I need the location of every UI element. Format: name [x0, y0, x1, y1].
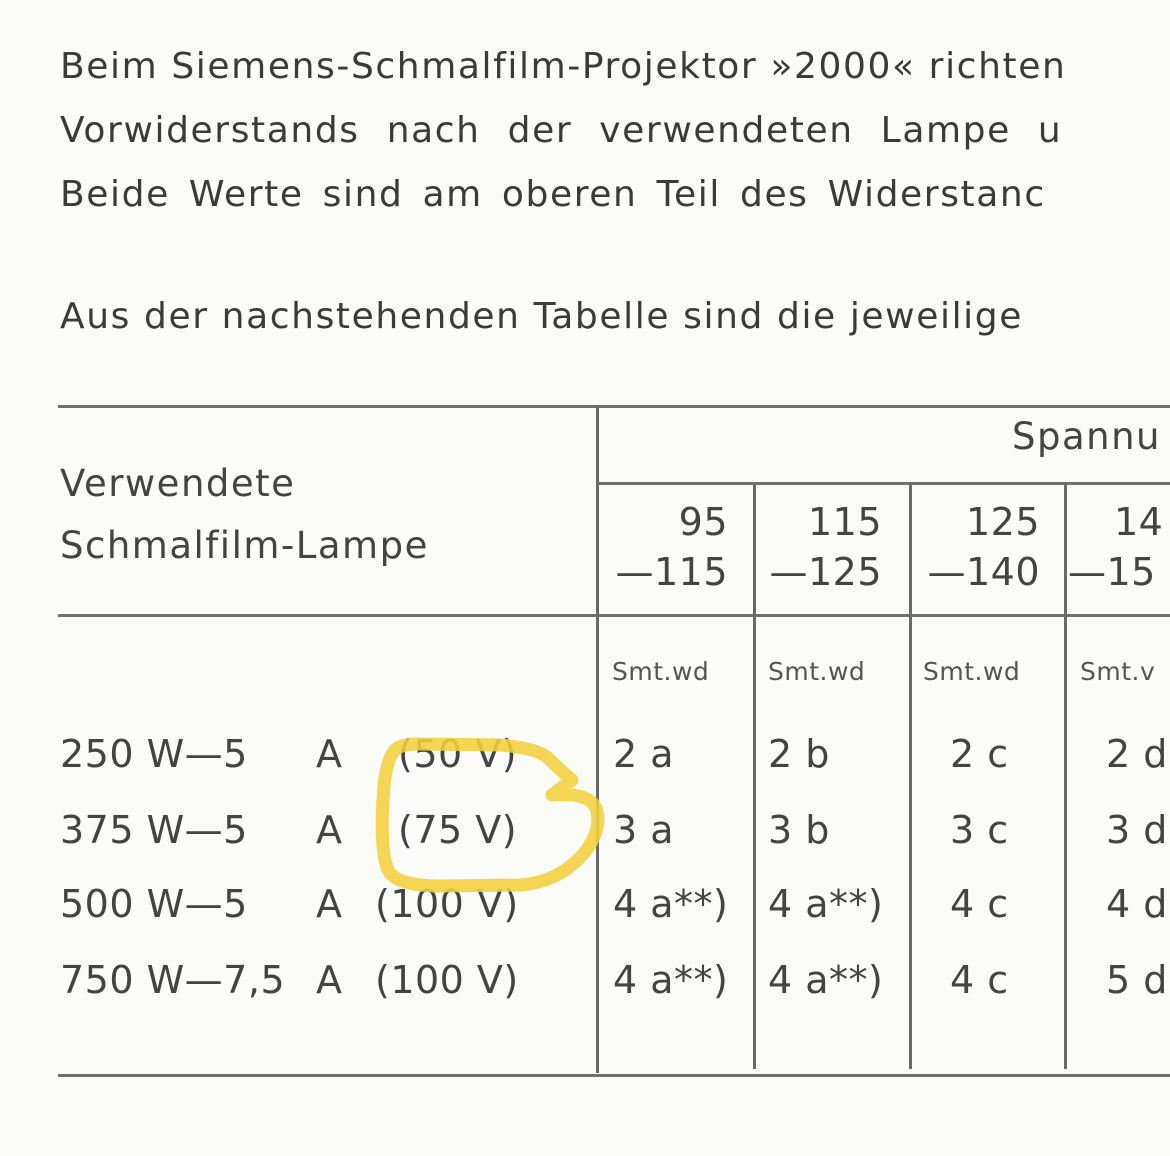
row-1-value-3: 2 c — [950, 732, 1009, 776]
voltage-col-2-to: —125 — [769, 550, 882, 594]
row-4-value-1: 4 a**) — [613, 958, 729, 1002]
voltage-col-4-from: 14 — [1114, 500, 1164, 544]
lamp-header-line-1: Verwendete — [60, 462, 296, 505]
row-3-watt: 500 W—5 — [60, 882, 248, 926]
row-2-amp: A — [316, 808, 343, 852]
row-2-value-2: 3 b — [768, 808, 830, 852]
row-3-value-1: 4 a**) — [613, 882, 729, 926]
row-3-amp: A — [316, 882, 343, 926]
row-1-watt: 250 W—5 — [60, 732, 248, 776]
paragraph-line-4: Aus der nachstehenden Tabelle sind die jeweilige — [60, 296, 1023, 337]
paragraph-line-2: Vorwiderstands nach der verwendeten Lampe u — [60, 110, 1063, 151]
row-3-value-4: 4 d — [1106, 882, 1168, 926]
highlight-stroke — [382, 744, 598, 886]
row-2-value-4: 3 d — [1106, 808, 1168, 852]
voltage-col-1-from: 95 — [678, 500, 728, 544]
voltage-col-2-from: 115 — [807, 500, 882, 544]
voltage-col-3-from: 125 — [965, 500, 1040, 544]
row-4-value-2: 4 a**) — [768, 958, 884, 1002]
unit-label-3: Smt.wd — [923, 657, 1021, 686]
row-2-value-1: 3 a — [613, 808, 675, 852]
row-3-volt: (100 V) — [375, 882, 519, 926]
voltage-group-header: Spannu — [1012, 415, 1161, 458]
unit-label-2: Smt.wd — [768, 657, 866, 686]
lamp-header-line-2: Schmalfilm-Lampe — [60, 524, 429, 567]
paragraph-line-1: Beim Siemens-Schmalfilm-Projektor »2000« richten — [60, 46, 1067, 87]
row-1-value-1: 2 a — [613, 732, 675, 776]
row-4-amp: A — [316, 958, 343, 1002]
voltage-col-3-to: —140 — [927, 550, 1040, 594]
row-1-amp: A — [316, 732, 343, 776]
paragraph-line-3: Beide Werte sind am oberen Teil des Widerstanc — [60, 174, 1046, 215]
row-4-volt: (100 V) — [375, 958, 519, 1002]
row-4-value-3: 4 c — [950, 958, 1009, 1002]
unit-label-1: Smt.wd — [612, 657, 710, 686]
voltage-col-4-to: —15 — [1068, 550, 1156, 594]
row-4-watt: 750 W—7,5 — [60, 958, 286, 1002]
row-2-watt: 375 W—5 — [60, 808, 248, 852]
row-1-volt: (50 V) — [398, 732, 518, 776]
row-3-value-2: 4 a**) — [768, 882, 884, 926]
row-2-value-3: 3 c — [950, 808, 1009, 852]
voltage-col-1-to: —115 — [615, 550, 728, 594]
unit-label-4: Smt.v — [1080, 657, 1156, 686]
row-3-value-3: 4 c — [950, 882, 1009, 926]
row-2-volt: (75 V) — [398, 808, 518, 852]
row-4-value-4: 5 d — [1106, 958, 1168, 1002]
row-1-value-2: 2 b — [768, 732, 830, 776]
row-1-value-4: 2 d — [1106, 732, 1168, 776]
